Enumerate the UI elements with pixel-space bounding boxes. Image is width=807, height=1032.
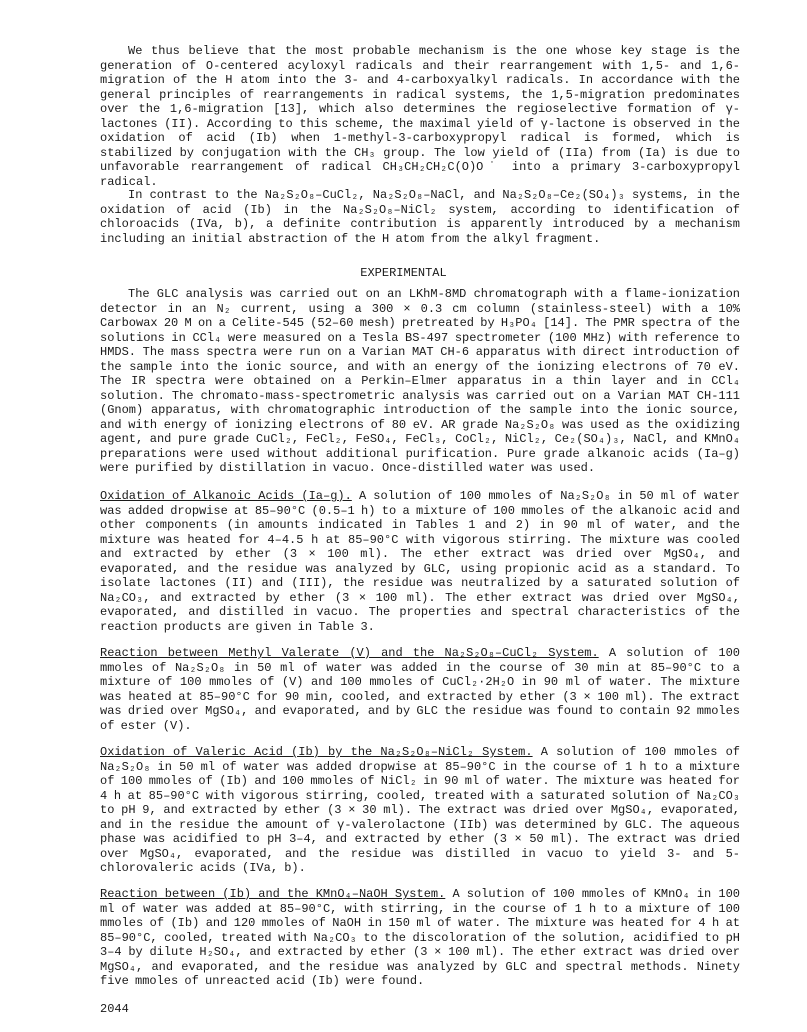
runin-heading-methyl-valerate: Reaction between Methyl Valerate (V) and the Na₂S₂O₈–CuCl₂ System. (100, 646, 599, 660)
paragraph-text-oxidation: A solution of 100 mmoles of Na₂S₂O₈ in 50 ml of water was added dropwise at 85–90°C (0.5–1 h) to a mixture of 100 mmoles of the alkanoic acid and other components (in amounts indicated in Tables 1 and 2) in 90 ml of water, and the mixture was heated for 4–4.5 h at 85–90°C with vigorous stirring. The mixture was cooled and extracted by ether (3 × 100 ml). The ether extract was dried over MgSO₄, and evaporated, and the residue was analyzed by GLC, using propionic acid as a standard. To isolate lactones (II) and (III), the residue was neutralized by a saturated solution of Na₂CO₃, and extracted by ether (3 × 100 ml). The ether extract was dried over MgSO₄, evaporated, and distilled in vacuo. The properties and spectral characteristics of the reaction products are given in Table 3. (100, 489, 740, 634)
experimental-paragraph-valeric-acid (100, 745, 740, 876)
paragraph-text-valeric-acid: A solution of 100 mmoles of Na₂S₂O₈ in 50 ml of water was added dropwise at 85–90°C in the course of 1 h to a mixture of 100 mmoles of (Ib) and 100 mmoles of NiCl₂ in 90 ml of water. The mixture was heated for 4 h at 85–90°C with vigorous stirring, cooled, treated with a saturated solution of Na₂CO₃ to pH 9, and extracted by ether (3 × 30 ml). The extract was dried over MgSO₄, evaporated, and in the residue the amount of γ-valerolactone (IIb) was determined by GLC. The aqueous phase was acidified to pH 3–4, and extracted by ether (3 × 50 ml). The extract was dried over MgSO₄, evaporated, and the residue was distilled in vacuo to yield 3- and 5-chlorovaleric acids (IVa, b). (100, 745, 740, 875)
runin-heading-oxidation: Oxidation of Alkanoic Acids (Ia–g). (100, 489, 352, 503)
body-paragraph-contrast: In contrast to the Na₂S₂O₈–CuCl₂, Na₂S₂O₈–NaCl, and Na₂S₂O₈–Ce₂(SO₄)₃ systems, in the oxidation of acid (Ib) in the Na₂S₂O₈–NiCl₂ system, according to identification of chloroacids (IVa, b), a definite contribution is apparently introduced by a mechanism including an initial abstraction of the H atom from the alkyl fragment. (100, 188, 740, 246)
runin-heading-valeric-acid: Oxidation of Valeric Acid (Ib) by the Na₂S₂O₈–NiCl₂ System. (100, 745, 533, 759)
section-heading: EXPERIMENTAL (360, 266, 447, 280)
paragraph-text-methyl-valerate: A solution of 100 mmoles of Na₂S₂O₈ in 50 ml of water was added in the course of 30 min at 85–90°C to a mixture of 100 mmoles of (V) and 100 mmoles of CuCl₂·2H₂O in 90 ml of water. The mixture was heated at 85–90°C for 90 min, cooled, and extracted by ether (3 × 100 ml). The extract was dried over MgSO₄, and evaporated, and by GLC the residue was found to contain 92 mmoles of ester (V). (100, 646, 741, 733)
experimental-paragraph-oxidation (100, 489, 740, 634)
experimental-paragraph-methyl-valerate (100, 646, 740, 733)
paragraph-text-kmno4: A solution of 100 mmoles of KMnO₄ in 100 ml of water was added at 85–90°C, with stirring, in the course of 1 h to a mixture of 100 mmoles of (Ib) and 120 mmoles of NaOH in 150 ml of water. The mixture was heated for 4 h at 85–90°C, cooled, treated with Na₂CO₃ to the discoloration of the solution, acidified to pH 3–4 by dilute H₂SO₄, and extracted by ether (3 × 100 ml). The ether extract was dried over MgSO₄, and evaporated, and the residue was analyzed by GLC and spectral methods. Ninety five mmoles of unreacted acid (Ib) were found. (100, 887, 741, 988)
page-number: 2044 (100, 1002, 129, 1016)
body-paragraph-mechanism: We thus believe that the most probable mechanism is the one whose key stage is the generation of O-centered acyloxyl radicals and their rearrangement with 1,5- and 1,6-migration of the H atom into the 3- and 4-carboxyalkyl radicals. In accordance with the general principles of rearrangements in radical systems, the 1,5-migration predominates over the 1,6-migration [13], which also determines the regioselective formation of γ-lactones (II). According to this scheme, the maximal yield of γ-lactone is observed in the oxidation of acid (Ib) when 1-methyl-3-carboxypropyl radical is formed, which is stabilized by conjugation with the CH₃ group. The low yield of (IIa) from (Ia) is due to unfavorable rearrangement of radical CH₃CH₂CH₂C(O)O˙ into a primary 3-carboxypropyl radical. (100, 44, 740, 189)
experimental-paragraph-kmno4 (100, 887, 740, 989)
experimental-paragraph-glc: The GLC analysis was carried out on an LKhM-8MD chromatograph with a flame-ionization detector in an N₂ current, using a 300 × 0.3 cm column (stainless-steel) with a 10% Carbowax 20 M on a Celite-545 (52–60 mesh) pretreated by H₃PO₄ [14]. The PMR spectra of the solutions in CCl₄ were measured on a Tesla BS-497 spectrometer (100 MHz) with reference to HMDS. The mass spectra were run on a Varian MAT CH-6 apparatus with direct introduction of the sample into the ionic source, and with an energy of the ionizing electrons of 70 eV. The IR spectra were obtained on a Perkin–Elmer apparatus in a thin layer and in CCl₄ solution. The chromato-mass-spectrometric analysis was carried out on a Varian MAT CH-111 (Gnom) apparatus, with chromatographic introduction of the sample into the ionic source, and with energy of ionizing electrons of 80 eV. AR grade Na₂S₂O₈ was used as the oxidizing agent, and pure grade CuCl₂, FeCl₂, FeSO₄, FeCl₃, CoCl₂, NiCl₂, Ce₂(SO₄)₃, NaCl, and KMnO₄ preparations were used without additional purification. Pure grade alkanoic acids (Ia–g) were purified by distillation in vacuo. Once-distilled water was used. (100, 287, 740, 475)
runin-heading-kmno4: Reaction between (Ib) and the KMnO₄–NaOH System. (100, 887, 446, 901)
